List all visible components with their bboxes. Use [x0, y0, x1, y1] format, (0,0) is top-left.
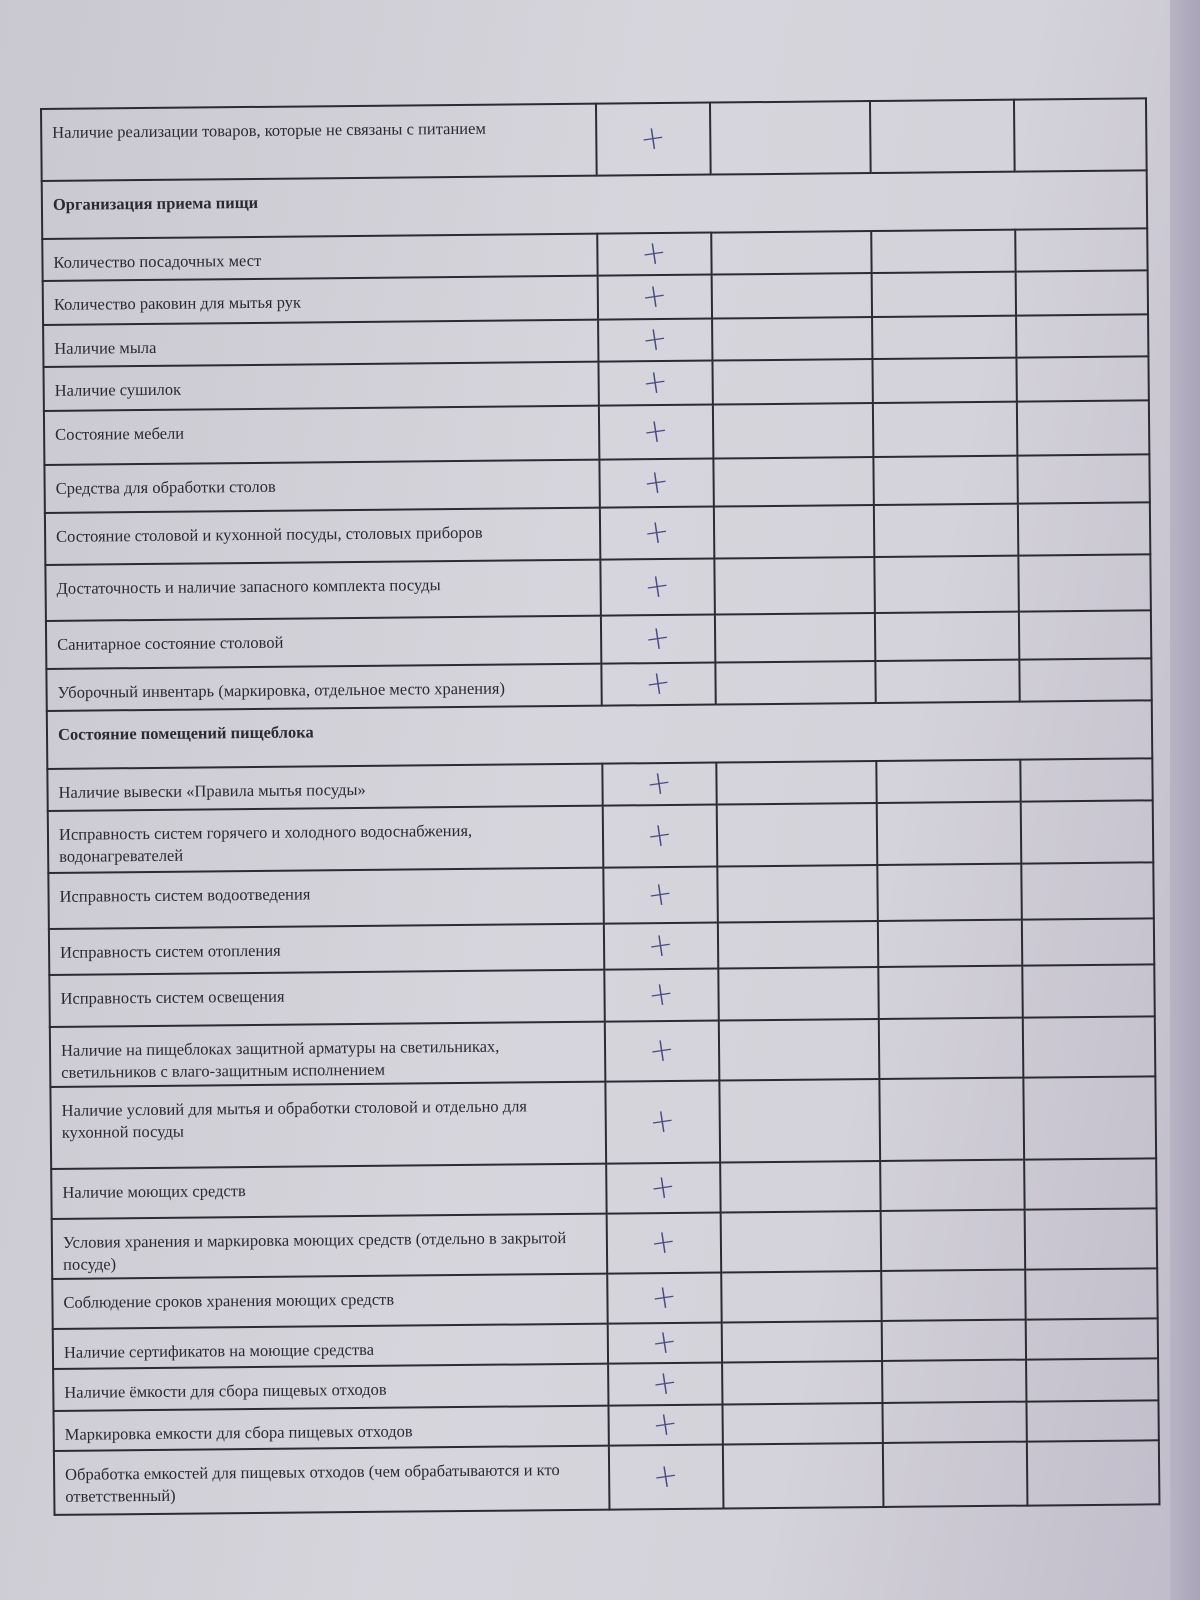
empty-cell	[877, 802, 1022, 865]
empty-cell	[1022, 918, 1154, 965]
handwritten-plus-mark: +	[640, 361, 671, 404]
handwritten-plus-mark: +	[644, 814, 676, 857]
empty-cell	[1018, 502, 1150, 555]
empty-cell	[1023, 1076, 1156, 1159]
empty-cell	[716, 761, 876, 805]
handwritten-plus-mark: +	[649, 1362, 681, 1405]
empty-cell	[1019, 610, 1151, 659]
empty-cell	[882, 1320, 1026, 1361]
checklist-row	[50, 1076, 1156, 1169]
criterion-label: Обработка емкостей для пищевых отходов (чем обрабатываются и кто ответственный)	[54, 1446, 610, 1515]
empty-cell	[719, 1019, 880, 1081]
empty-cell	[879, 1018, 1024, 1079]
criterion-label: Наличие мыла	[43, 320, 598, 367]
empty-cell	[721, 1271, 881, 1323]
checklist-row	[50, 1016, 1156, 1087]
criterion-label: Наличие условий для мытья и обработки столовой и отдельно для кухонной посуды	[50, 1082, 606, 1169]
empty-cell	[1021, 862, 1154, 919]
empty-cell	[720, 1161, 880, 1213]
mark-cell	[602, 763, 716, 806]
handwritten-plus-mark: +	[646, 1029, 678, 1072]
mark-cell	[604, 923, 718, 970]
empty-cell	[877, 864, 1022, 921]
checklist-row	[52, 1208, 1158, 1279]
handwritten-plus-mark: +	[645, 924, 677, 967]
empty-cell	[872, 272, 1016, 317]
empty-cell	[874, 504, 1018, 557]
handwritten-plus-mark: +	[643, 662, 674, 705]
mark-cell	[597, 233, 711, 276]
empty-cell	[1014, 98, 1147, 171]
mark-cell	[608, 1405, 722, 1446]
criterion-label: Количество посадочных мест	[42, 234, 597, 281]
empty-cell	[876, 760, 1020, 803]
criterion-label: Исправность систем освещения	[49, 970, 604, 1027]
criterion-label: Наличие сертификатов на моющие средства	[53, 1324, 608, 1369]
empty-cell	[717, 803, 878, 867]
criterion-label: Наличие сушилок	[43, 362, 598, 411]
empty-cell	[718, 921, 878, 969]
empty-cell	[714, 557, 875, 615]
criterion-label: Наличие реализации товаров, которые не связаны с питанием	[41, 104, 597, 181]
criterion-label: Достаточность и наличие запасного комплекта посуды	[45, 560, 601, 621]
empty-cell	[881, 1270, 1025, 1321]
criterion-label: Количество раковин для мытья рук	[43, 276, 598, 325]
empty-cell	[1027, 1440, 1160, 1505]
empty-cell	[878, 966, 1022, 1019]
mark-cell	[598, 275, 712, 320]
checklist-row	[48, 800, 1154, 873]
empty-cell	[875, 660, 1019, 703]
mark-cell	[607, 1273, 721, 1324]
empty-cell	[881, 1210, 1026, 1271]
mark-cell	[607, 1213, 722, 1274]
handwritten-plus-mark: +	[646, 973, 677, 1016]
empty-cell	[715, 661, 875, 705]
empty-cell	[874, 556, 1019, 613]
empty-cell	[882, 1402, 1026, 1443]
section-title: Состояние помещений пищеблока	[47, 700, 1153, 769]
criterion-label: Наличие моющих средств	[51, 1164, 606, 1219]
empty-cell	[872, 358, 1016, 403]
handwritten-plus-mark: +	[637, 117, 669, 160]
section-header-row	[47, 700, 1153, 769]
section-title: Организация приема пищи	[42, 170, 1148, 239]
mark-cell	[599, 459, 713, 508]
empty-cell	[722, 1361, 882, 1405]
handwritten-plus-mark: +	[650, 1403, 681, 1446]
handwritten-plus-mark: +	[641, 511, 673, 554]
empty-cell	[721, 1211, 882, 1273]
empty-cell	[878, 920, 1022, 967]
checklist-row	[41, 98, 1147, 181]
empty-cell	[1026, 1318, 1158, 1359]
empty-cell	[1018, 554, 1151, 611]
empty-cell	[1016, 356, 1148, 401]
empty-cell	[1021, 800, 1154, 863]
empty-cell	[713, 457, 873, 507]
criterion-label: Состояние мебели	[44, 406, 599, 465]
mark-cell	[604, 969, 718, 1022]
handwritten-plus-mark: +	[640, 410, 672, 453]
empty-cell	[1020, 758, 1152, 801]
mark-cell	[598, 319, 712, 362]
empty-cell	[715, 613, 875, 663]
criterion-label: Наличие вывески «Правила мытья посуды»	[47, 764, 602, 811]
criterion-label: Исправность систем водоотведения	[48, 868, 604, 929]
empty-cell	[1019, 658, 1151, 701]
section-header-row	[42, 170, 1148, 239]
handwritten-plus-mark: +	[639, 232, 670, 275]
mark-cell	[608, 1323, 722, 1364]
empty-cell	[714, 505, 874, 559]
empty-cell	[710, 101, 871, 175]
empty-cell	[717, 865, 878, 923]
empty-cell	[1015, 228, 1147, 271]
empty-cell	[1024, 1158, 1156, 1209]
criterion-label: Наличие ёмкости для сбора пищевых отходов	[53, 1364, 608, 1411]
empty-cell	[883, 1442, 1028, 1507]
handwritten-plus-mark: +	[641, 461, 672, 504]
empty-cell	[1025, 1268, 1157, 1319]
checklist-sheet	[40, 97, 1158, 1516]
empty-cell	[712, 273, 872, 319]
empty-cell	[1026, 1358, 1158, 1401]
empty-cell	[872, 316, 1016, 359]
handwritten-plus-mark: +	[648, 1166, 679, 1209]
criterion-label: Исправность систем горячего и холодного водоснабжения, водонагревателей	[48, 806, 604, 873]
handwritten-plus-mark: +	[647, 1100, 678, 1143]
handwritten-plus-mark: +	[649, 1276, 680, 1319]
mark-cell	[605, 1021, 720, 1082]
empty-cell	[1023, 1016, 1156, 1077]
empty-cell	[880, 1160, 1024, 1211]
handwritten-plus-mark: +	[639, 275, 671, 318]
mark-cell	[598, 361, 712, 406]
empty-cell	[722, 1403, 882, 1445]
empty-cell	[722, 1321, 882, 1363]
criterion-label: Соблюдение сроков хранения моющих средств	[52, 1274, 607, 1329]
handwritten-plus-mark: +	[642, 565, 673, 608]
mark-cell	[600, 507, 714, 560]
background-edge	[1170, 0, 1200, 1600]
criterion-label: Маркировка емкости для сбора пищевых отходов	[54, 1406, 609, 1451]
empty-cell	[1016, 270, 1148, 315]
handwritten-plus-mark: +	[645, 873, 676, 916]
mark-cell	[605, 1081, 720, 1164]
empty-cell	[1025, 1208, 1158, 1269]
empty-cell	[712, 359, 872, 405]
criterion-label: Состояние столовой и кухонной посуды, столовых приборов	[45, 508, 600, 565]
handwritten-plus-mark: +	[648, 1221, 680, 1264]
criterion-label: Наличие на пищеблоках защитной арматуры на светильниках, светильников с влаго-защитным исполнением	[50, 1022, 606, 1087]
handwritten-plus-mark: +	[650, 1455, 682, 1498]
mark-cell	[596, 103, 711, 176]
empty-cell	[1022, 964, 1154, 1017]
mark-cell	[603, 805, 718, 868]
mark-cell	[601, 663, 715, 706]
mark-cell	[609, 1445, 724, 1510]
empty-cell	[712, 317, 872, 361]
empty-cell	[873, 456, 1017, 505]
criterion-label: Средства для обработки столов	[44, 460, 599, 513]
checklist-table	[40, 97, 1160, 1516]
empty-cell	[879, 1078, 1024, 1161]
empty-cell	[1016, 314, 1148, 357]
empty-cell	[723, 1443, 884, 1509]
empty-cell	[871, 230, 1015, 273]
handwritten-plus-mark: +	[642, 617, 674, 660]
empty-cell	[882, 1360, 1026, 1403]
empty-cell	[1017, 400, 1150, 455]
mark-cell	[608, 1363, 722, 1406]
criterion-label: Условия хранения и маркировка моющих средств (отдельно в закрытой посуде)	[52, 1214, 608, 1279]
empty-cell	[873, 402, 1018, 457]
empty-cell	[1026, 1400, 1158, 1441]
empty-cell	[711, 231, 871, 275]
empty-cell	[718, 967, 878, 1021]
criterion-label: Уборочный инвентарь (маркировка, отдельное место хранения)	[46, 664, 601, 711]
handwritten-plus-mark: +	[639, 318, 671, 361]
checklist-rows	[41, 98, 1159, 1515]
handwritten-plus-mark: +	[649, 1321, 681, 1364]
mark-cell	[601, 615, 715, 664]
empty-cell	[713, 403, 874, 459]
criterion-label: Санитарное состояние столовой	[46, 616, 601, 669]
empty-cell	[1017, 454, 1149, 503]
handwritten-plus-mark: +	[644, 762, 675, 805]
mark-cell	[606, 1163, 720, 1214]
mark-cell	[603, 867, 718, 924]
empty-cell	[875, 612, 1019, 661]
empty-cell	[870, 100, 1015, 173]
checklist-row	[54, 1440, 1160, 1515]
empty-cell	[719, 1079, 880, 1163]
criterion-label: Исправность систем отопления	[49, 924, 604, 975]
mark-cell	[600, 559, 715, 616]
mark-cell	[599, 405, 714, 460]
